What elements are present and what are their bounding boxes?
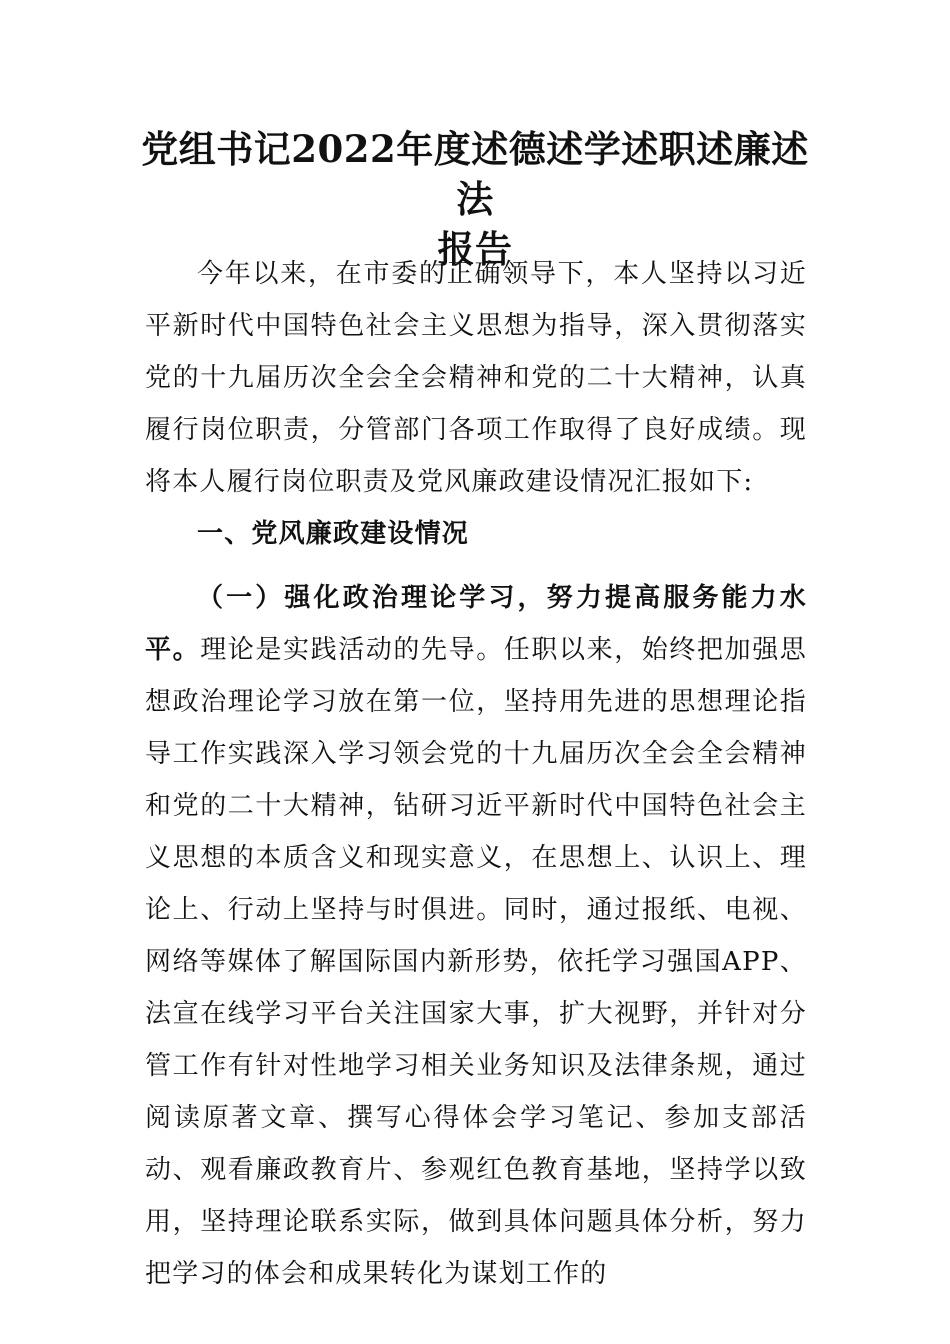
title-line-2: 报告 (437, 227, 513, 271)
document-body (145, 248, 807, 1300)
title-line-1: 党组书记2022年度述德述学述职述廉述法 (141, 127, 809, 221)
subsection-text: 理论是实践活动的先导。任职以来，始终把加强思想政治理论学习放在第一位，坚持用先进的思想理论指导工作实践深入学习领会党的十九届历次全会全会精神和党的二十大精神，钻研习近平新时代中国特色社会主义思想的本质含义和现实意义，在思想上、认识上、理论上、行动上坚持与时俱进。同时，通过报纸、电视、网络等媒体了解国际国内新形势，依托学习强国APP、法宣在线学习平台关注国家大事，扩大视野，并针对分管工作有针对性地学习相关业务知识及法律条规，通过阅读原著文章、撰写心得体会学习笔记、参加支部活动、观看廉政教育片、参观红色教育基地，坚持学以致用，坚持理论联系实际，做到具体问题具体分析，努力把学习的体会和成果转化为谋划工作的 (145, 635, 807, 1289)
subsection-lead: （一）强化政治理论学习，努力提高服务能力水平。 (145, 583, 807, 665)
section-heading: 一、党风廉政建设情况 (197, 519, 470, 549)
intro-paragraph: 今年以来，在市委的正确领导下，本人坚持以习近平新时代中国特色社会主义思想为指导，深入贯彻落实党的十九届历次全会全会精神和党的二十大精神，认真履行岗位职责，分管部门各项工作取得了良好成绩。现将本人履行岗位职责及党风廉政建设情况汇报如下: (145, 259, 807, 497)
subsection-paragraph (145, 572, 807, 1300)
